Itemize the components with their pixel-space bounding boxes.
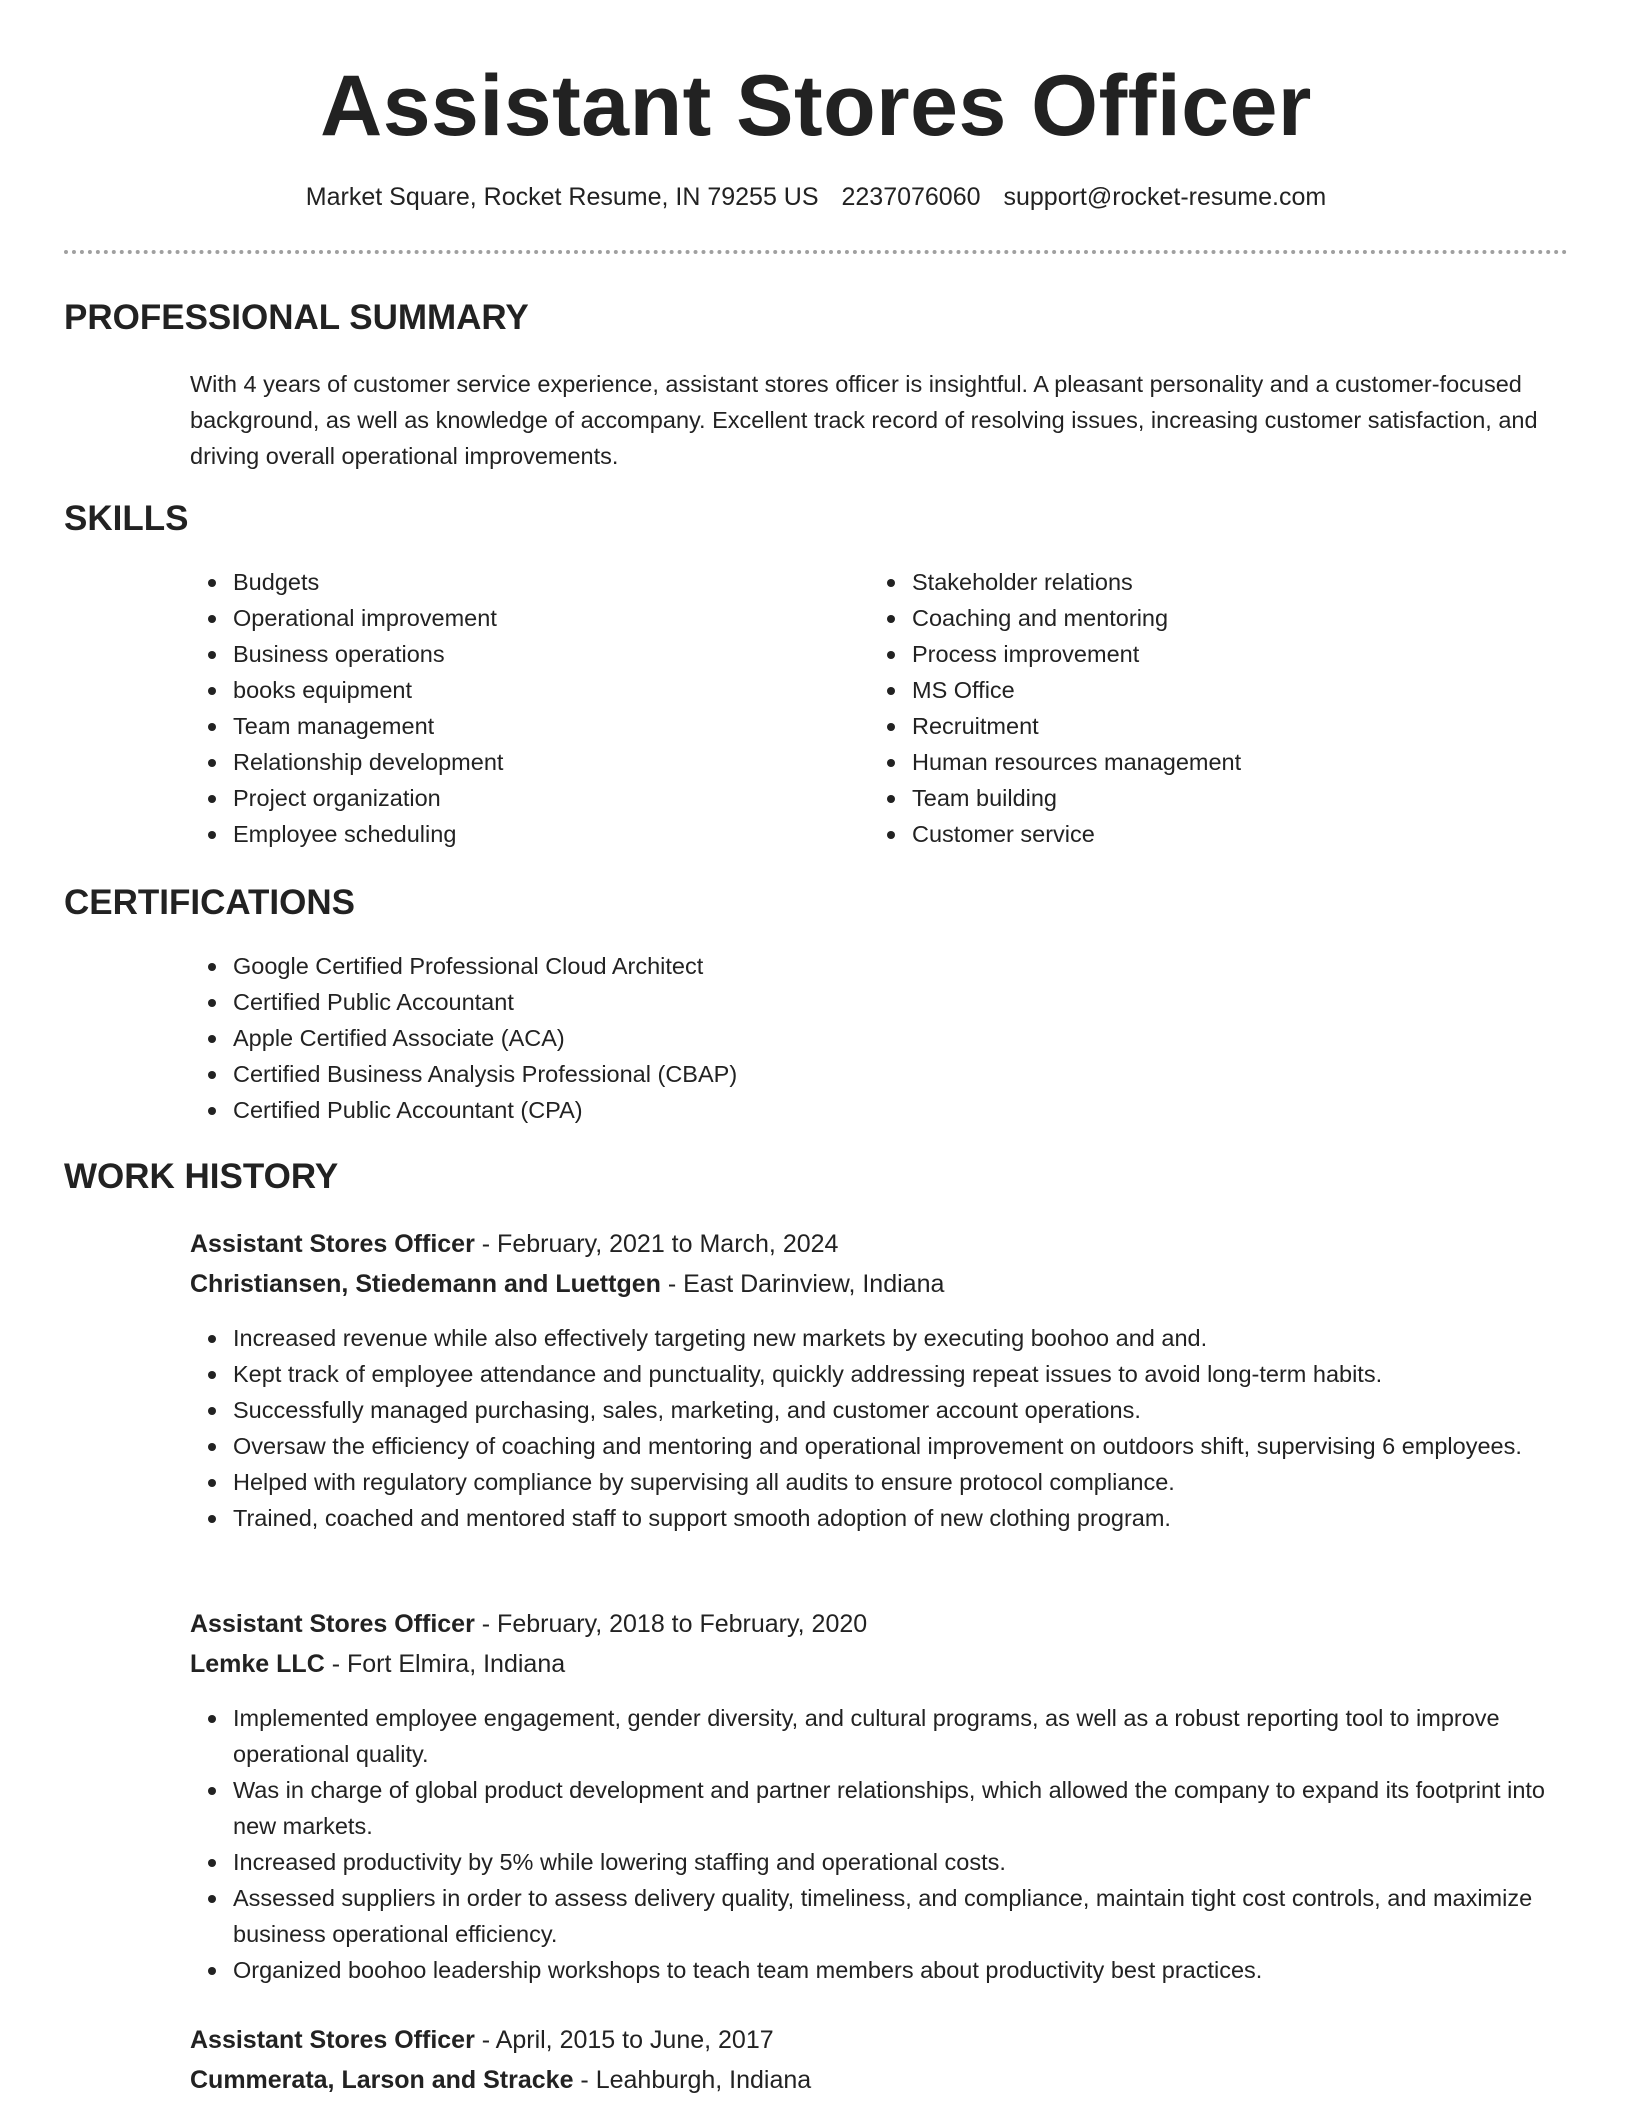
job-2-company-line [190, 1646, 565, 1682]
contact-line [0, 182, 1632, 212]
candidate-name: Assistant Stores Officer [320, 58, 1312, 154]
job-1-bullets [190, 1320, 1553, 1536]
list-item: Project organization [233, 780, 833, 816]
list-item: Employee scheduling [233, 816, 833, 852]
job-location: - East Darinview, Indiana [660, 1270, 945, 1298]
list-item: Customer service [912, 816, 1552, 852]
list-item: Oversaw the efficiency of coaching and mentoring and operational improvement on outdoors shift, supervising 6 employees. [233, 1428, 1553, 1464]
list-item: Stakeholder relations [912, 564, 1552, 600]
header-divider [64, 250, 1568, 254]
job-2-title-line [190, 1606, 867, 1642]
email[interactable]: support@rocket-resume.com [1003, 183, 1327, 211]
list-item: MS Office [912, 672, 1552, 708]
list-item: Certified Public Accountant (CPA) [233, 1092, 1533, 1128]
list-item: Implemented employee engagement, gender diversity, and cultural programs, as well as a robust reporting tool to improve operational quality. [233, 1700, 1553, 1772]
job-company: Lemke LLC [190, 1650, 325, 1678]
list-item: Budgets [233, 564, 833, 600]
job-dates: - April, 2015 to June, 2017 [474, 2026, 774, 2054]
job-location: - Fort Elmira, Indiana [324, 1650, 566, 1678]
skills-list-left [190, 564, 833, 852]
list-item: Certified Business Analysis Professional (CBAP) [233, 1056, 1533, 1092]
job-1-title-line [190, 1226, 838, 1262]
list-item: Successfully managed purchasing, sales, marketing, and customer account operations. [233, 1392, 1553, 1428]
list-item: Coaching and mentoring [912, 600, 1552, 636]
skills-list-right [869, 564, 1552, 852]
job-location: - Leahburgh, Indiana [573, 2066, 812, 2094]
list-item: Team building [912, 780, 1552, 816]
job-role: Assistant Stores Officer [190, 1610, 475, 1638]
list-item: Helped with regulatory compliance by supervising all audits to ensure protocol compliance. [233, 1464, 1553, 1500]
job-company: Christiansen, Stiedemann and Luettgen [190, 1270, 661, 1298]
skills-heading: SKILLS [64, 499, 189, 538]
list-item: Apple Certified Associate (ACA) [233, 1020, 1533, 1056]
job-2-bullets [190, 1700, 1553, 1988]
list-item: Google Certified Professional Cloud Architect [233, 948, 1533, 984]
job-3-company-line [190, 2062, 811, 2098]
job-company: Cummerata, Larson and Stracke [190, 2066, 574, 2094]
summary-heading: PROFESSIONAL SUMMARY [64, 298, 529, 337]
list-item: Organized boohoo leadership workshops to teach team members about productivity best practices. [233, 1952, 1553, 1988]
job-dates: - February, 2018 to February, 2020 [474, 1610, 868, 1638]
list-item: Certified Public Accountant [233, 984, 1533, 1020]
list-item: Process improvement [912, 636, 1552, 672]
list-item: Assessed suppliers in order to assess delivery quality, timeliness, and compliance, maintain tight cost controls, and maximize business operational efficiency. [233, 1880, 1553, 1952]
summary-text: With 4 years of customer service experience, assistant stores officer is insightful. A pleasant personality and a customer-focused background, as well as knowledge of accompany. Excellent track record of resolving issues, increasing customer satisfaction, and driving overall operational improvements. [190, 371, 1538, 469]
certifications-list [190, 948, 1533, 1128]
work-history-heading: WORK HISTORY [64, 1157, 339, 1196]
list-item: Operational improvement [233, 600, 833, 636]
list-item: Relationship development [233, 744, 833, 780]
list-item: Recruitment [912, 708, 1552, 744]
list-item: books equipment [233, 672, 833, 708]
list-item: Increased productivity by 5% while lowering staffing and operational costs. [233, 1844, 1553, 1880]
address: Market Square, Rocket Resume, IN 79255 US [305, 183, 819, 211]
list-item: Increased revenue while also effectively targeting new markets by executing boohoo and and. [233, 1320, 1553, 1356]
job-3-title-line [190, 2022, 774, 2058]
list-item: Team management [233, 708, 833, 744]
job-role: Assistant Stores Officer [190, 1230, 475, 1258]
list-item: Kept track of employee attendance and punctuality, quickly addressing repeat issues to avoid long-term habits. [233, 1356, 1553, 1392]
job-1-company-line [190, 1266, 944, 1302]
job-role: Assistant Stores Officer [190, 2026, 475, 2054]
list-item: Business operations [233, 636, 833, 672]
list-item: Human resources management [912, 744, 1552, 780]
certifications-heading: CERTIFICATIONS [64, 883, 356, 922]
job-dates: - February, 2021 to March, 2024 [474, 1230, 839, 1258]
phone: 2237076060 [841, 183, 981, 211]
list-item: Trained, coached and mentored staff to support smooth adoption of new clothing program. [233, 1500, 1553, 1536]
list-item: Was in charge of global product development and partner relationships, which allowed the company to expand its footprint into new markets. [233, 1772, 1553, 1844]
